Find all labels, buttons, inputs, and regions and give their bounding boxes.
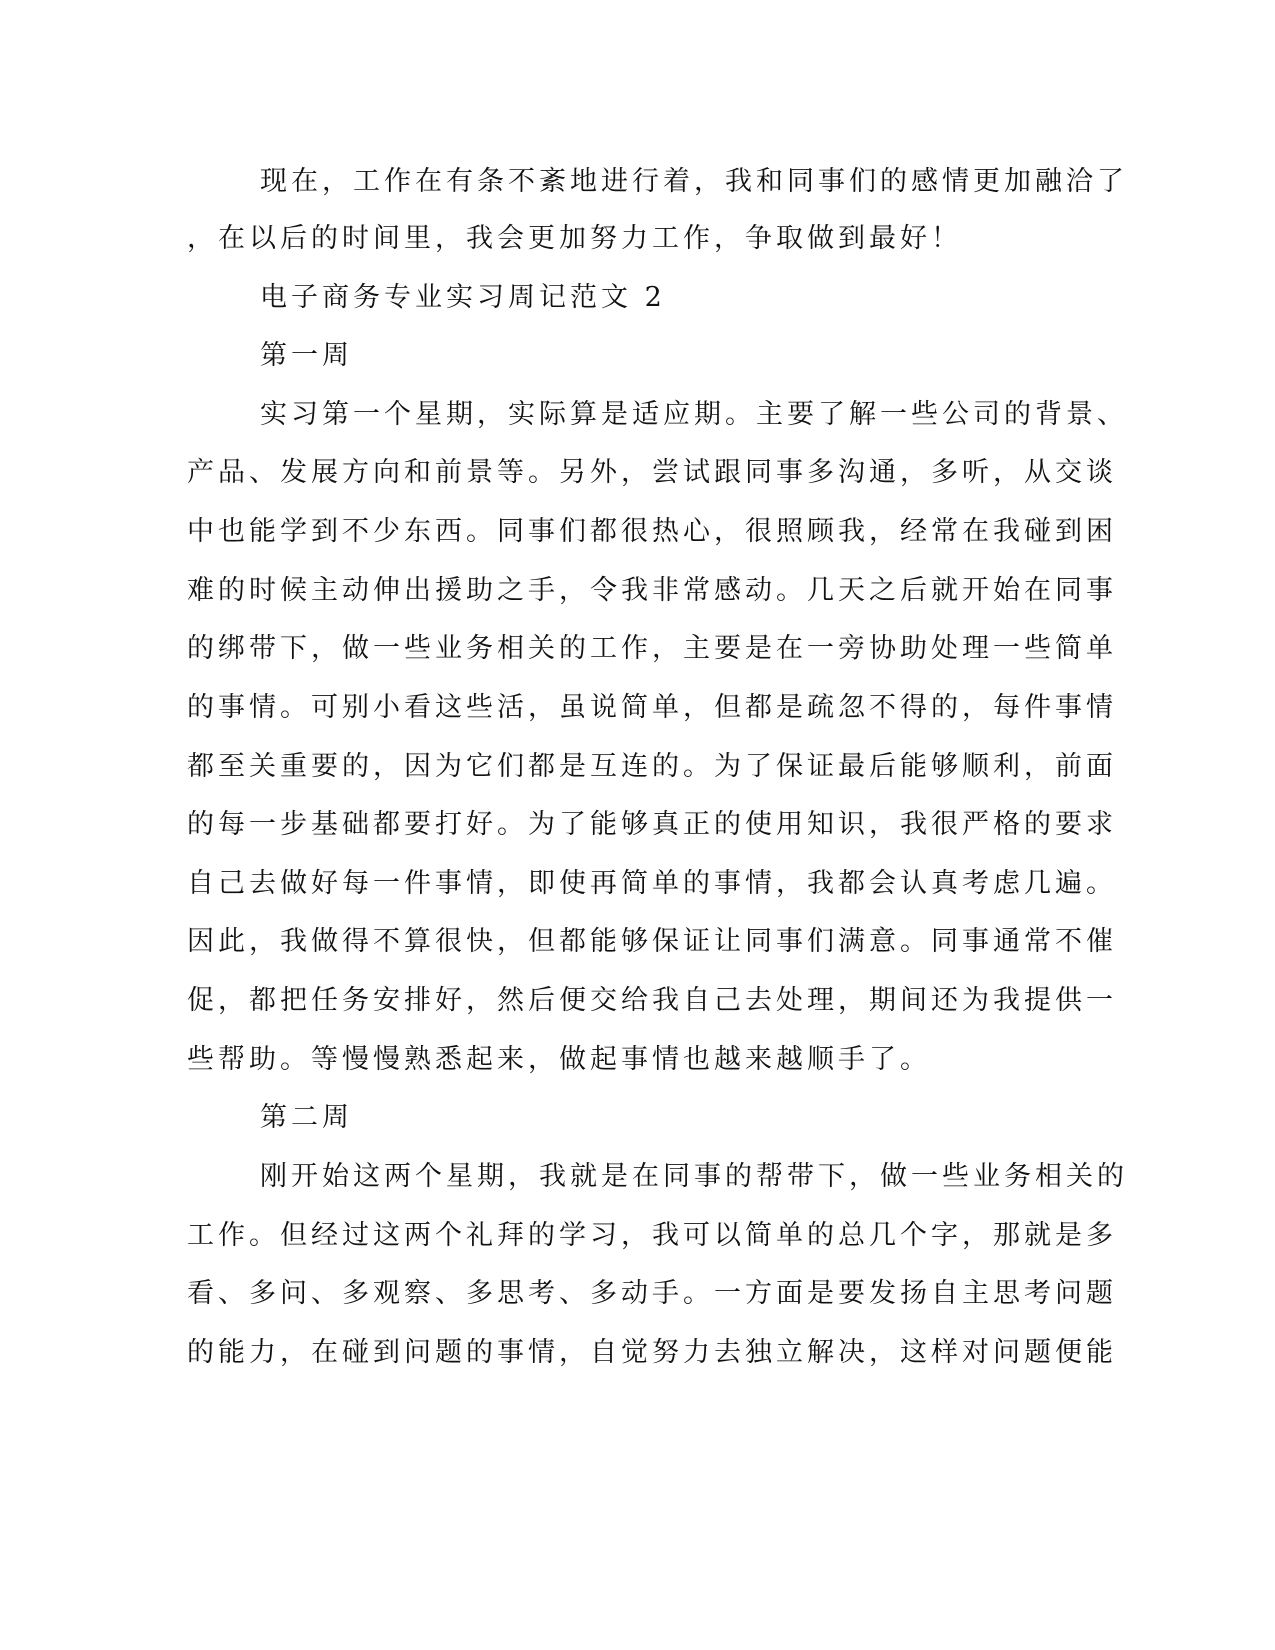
paragraph-line: 的绑带下，做一些业务相关的工作，主要是在一旁协助处理一些简单 [187,633,1117,664]
paragraph-line: 促，都把任务安排好，然后便交给我自己去处理，期间还为我提供一 [187,985,1117,1016]
section-title: 电子商务专业实习周记范文 2 [260,282,666,313]
paragraph-line: 些帮助。等慢慢熟悉起来，做起事情也越来越顺手了。 [187,1044,931,1075]
paragraph-line: 难的时候主动伸出援助之手，令我非常感动。几天之后就开始在同事 [187,575,1117,606]
paragraph-line: 自己去做好每一件事情，即使再简单的事情，我都会认真考虑几遍。 [187,868,1117,899]
paragraph-line: 产品、发展方向和前景等。另外，尝试跟同事多沟通，多听，从交谈 [187,457,1117,488]
paragraph-line: 刚开始这两个星期，我就是在同事的帮带下，做一些业务相关的 [260,1161,1128,1192]
paragraph-line: 中也能学到不少东西。同事们都很热心，很照顾我，经常在我碰到困 [187,516,1117,547]
paragraph-line: 都至关重要的，因为它们都是互连的。为了保证最后能够顺利，前面 [187,751,1117,782]
paragraph-line: 看、多问、多观察、多思考、多动手。一方面是要发扬自主思考问题 [187,1278,1117,1309]
paragraph-line: ，在以后的时间里，我会更加努力工作，争取做到最好！ [187,223,962,254]
paragraph-line: 的能力，在碰到问题的事情，自觉努力去独立解决，这样对问题便能 [187,1337,1117,1368]
paragraph-line: 实习第一个星期，实际算是适应期。主要了解一些公司的背景、 [260,399,1128,430]
paragraph-line: 的每一步基础都要打好。为了能够真正的使用知识，我很严格的要求 [187,809,1117,840]
paragraph-line: 的事情。可别小看这些活，虽说简单，但都是疏忽不得的，每件事情 [187,692,1117,723]
week-heading: 第二周 [260,1102,353,1133]
paragraph-line: 现在，工作在有条不紊地进行着，我和同事们的感情更加融洽了 [260,166,1128,197]
paragraph-line: 工作。但经过这两个礼拜的学习，我可以简单的总几个字，那就是多 [187,1220,1117,1251]
week-heading: 第一周 [260,340,353,371]
paragraph-line: 因此，我做得不算很快，但都能够保证让同事们满意。同事通常不催 [187,926,1117,957]
